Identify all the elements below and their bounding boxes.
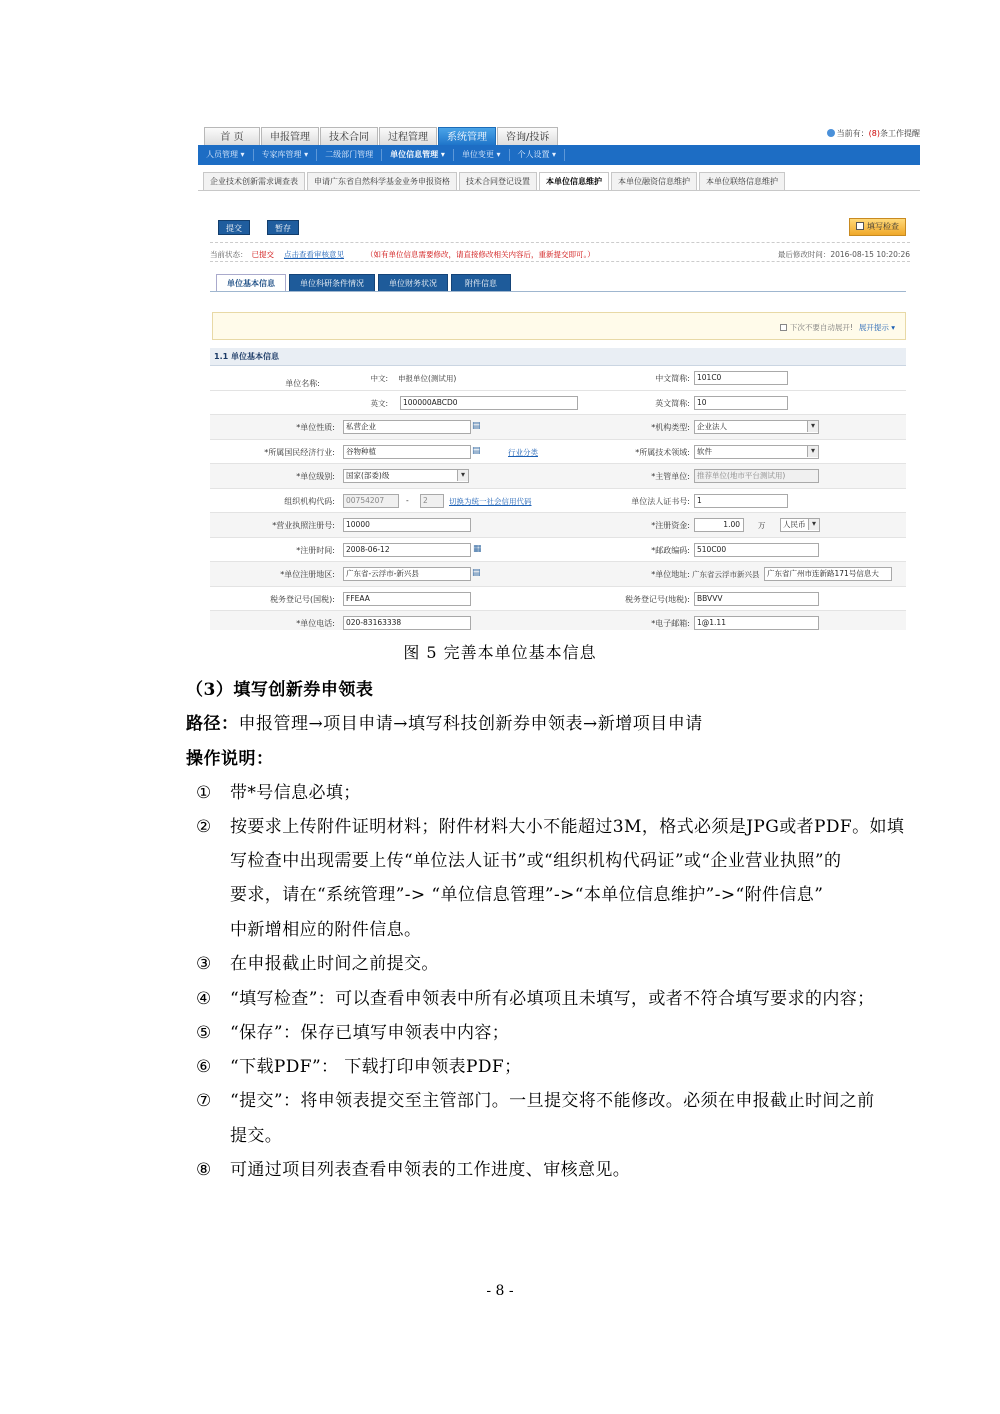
org-code-input[interactable]: 00754207 — [343, 494, 399, 508]
legal-cert-input[interactable]: 1 — [694, 494, 788, 508]
path-line: 路径：申报管理→项目申请→填写科技创新券申领表→新增项目申请 — [186, 714, 703, 734]
picker-icon[interactable]: ▤ — [472, 421, 481, 431]
last-modified: 最后修改时间：2016-08-15 10:20:26 — [777, 250, 910, 259]
address-prefix: 广东省云浮市新兴县 — [692, 570, 760, 579]
en-short-name-input[interactable]: 10 — [694, 396, 788, 410]
unit-nature-input[interactable]: 私营企业 — [343, 420, 471, 434]
list-item: ⑦ “提交”：将申领表提交至主管部门。一旦提交将不能修改。必须在申报截止时间之前 — [196, 1091, 875, 1111]
info-icon — [827, 129, 835, 137]
tech-field-select[interactable]: 软件 ▾ — [694, 445, 819, 459]
expand-hint-link[interactable]: 展开提示 ▾ — [858, 323, 895, 332]
page-number: - 8 - — [486, 1283, 514, 1299]
section-heading: （3）填写创新券申领表 — [186, 680, 374, 700]
form-row: 单位名称: 中文: 申报单位(测试用) 中文简称: 101C0 — [210, 366, 906, 391]
status-note: （如有单位信息需要修改，请直接修改相关内容后，重新提交即可。） — [366, 250, 595, 259]
unit-level-select[interactable]: 国家(部委)级 ▾ — [343, 469, 469, 483]
list-item: ② 按要求上传附件证明材料；附件材料大小不能超过3M，格式必须是JPG或者PDF。如填 — [196, 817, 905, 837]
list-item-continuation: 写检查中出现需要上传“单位法人证书”或“组织机构代码证”或“企业营业执照”的 — [230, 851, 842, 871]
list-item: ⑥ “下载PDF”： 下载打印申领表PDF； — [196, 1057, 522, 1077]
menu-unit-info[interactable]: 单位信息管理 ▾ — [382, 149, 454, 161]
picker-icon[interactable]: ▤ — [472, 568, 481, 578]
no-auto-expand-checkbox[interactable] — [780, 324, 787, 331]
tab-system[interactable]: 系统管理 — [438, 127, 496, 146]
tab-research-conditions[interactable]: 单位科研条件情况 — [289, 274, 375, 292]
notification[interactable]: 当前有：(8)条工作提醒 — [827, 128, 920, 139]
operations-label: 操作说明： — [186, 749, 274, 769]
address-input[interactable]: 广东省广州市连新路171号信息大 — [764, 567, 892, 581]
tab-financial-status[interactable]: 单位财务状况 — [378, 274, 448, 292]
org-type-select[interactable]: 企业法人 ▾ — [694, 420, 819, 434]
list-item: ⑤ “保存”：保存已填写申领表中内容； — [196, 1023, 510, 1043]
list-item: ④ “填写检查”：可以查看申领表中所有必填项且未填写，或者不符合填写要求的内容； — [196, 989, 875, 1009]
picker-icon[interactable]: ▤ — [472, 445, 481, 456]
divider — [210, 242, 910, 243]
tab-consult[interactable]: 咨询/投诉 — [497, 127, 558, 146]
list-item: ⑧ 可通过项目列表查看申领表的工作进度、审核意见。 — [196, 1160, 631, 1180]
section-title: 1.1 单位基本信息 — [210, 348, 906, 366]
form-row: 组织机构代码: 00754207 - 2 切换为统一社会信用代码 单位法人证书号: 1 — [210, 489, 906, 514]
form-row: *单位性质: 私营企业 ▤ *机构类型: 企业法人 ▾ — [210, 415, 906, 440]
tab-declare[interactable]: 申报管理 — [261, 127, 319, 146]
sub-tabs — [203, 172, 787, 190]
menu-unit-change[interactable]: 单位变更 ▾ — [454, 149, 510, 161]
industry-classification-link[interactable]: 行业分类 — [508, 447, 538, 457]
submit-button[interactable]: 提交 — [218, 220, 250, 235]
reg-date-input[interactable]: 2008-06-12 — [343, 543, 471, 557]
divider — [198, 190, 920, 191]
currency-select[interactable]: 人民币 ▾ — [780, 518, 820, 532]
license-input[interactable]: 10000 — [343, 518, 471, 532]
list-item-continuation: 提交。 — [230, 1126, 283, 1146]
supervisor-input[interactable]: 推荐单位(地市平台测试用) — [694, 469, 819, 483]
status-line: 当前状态： 已提交 点击查看审核意见 （如有单位信息需要修改，请直接修改相关内容后，重新提交即可。） 最后修改时间：2016-08-15 10:20:26 — [210, 250, 910, 259]
basic-info-form — [210, 366, 906, 630]
save-draft-button[interactable]: 暂存 — [267, 220, 299, 235]
subtab-unit-info[interactable]: 本单位信息维护 — [539, 172, 609, 190]
top-nav-tabs — [204, 127, 559, 146]
status-value: 已提交 — [251, 250, 274, 259]
tab-process[interactable]: 过程管理 — [379, 127, 437, 146]
subtab-finance[interactable]: 本单位融资信息维护 — [611, 172, 697, 190]
review-opinion-link[interactable]: 点击查看审核意见 — [284, 250, 344, 259]
tab-contract[interactable]: 技术合同 — [320, 127, 378, 146]
industry-input[interactable]: 谷物种植 — [343, 445, 471, 459]
tab-attachments[interactable]: 附件信息 — [451, 274, 511, 292]
region-input[interactable]: 广东省-云浮市-新兴县 — [343, 567, 471, 581]
subtab-contract[interactable]: 技术合同登记设置 — [459, 172, 537, 190]
unit-name-label: 单位名称: — [285, 379, 320, 388]
menu-bar — [198, 145, 920, 165]
form-row: *单位电话: 020-83163338 *电子邮箱: 1@1.11 — [210, 611, 906, 630]
unit-name-en-input[interactable]: 100000ABCD0 — [400, 396, 578, 410]
email-input[interactable]: 1@1.11 — [694, 616, 819, 630]
figure-caption: 图 5 完善本单位基本信息 — [403, 643, 597, 662]
list-item: ③ 在申报截止时间之前提交。 — [196, 954, 439, 974]
divider — [210, 261, 910, 262]
subtab-fund[interactable]: 申请广东省自然科学基金业务申报资格 — [307, 172, 457, 190]
divider — [210, 291, 906, 292]
list-item-continuation: 要求，请在“系统管理”-> “单位信息管理”->“本单位信息维护”->“附件信息” — [230, 885, 824, 905]
switch-credit-code-link[interactable]: 切换为统一社会信用代码 — [449, 496, 532, 506]
form-row: *营业执照注册号: 10000 *注册资金: 1.00 万 人民币 ▾ — [210, 513, 906, 538]
form-row: *单位级别: 国家(部委)级 ▾ *主管单位: 推荐单位(地市平台测试用) — [210, 464, 906, 489]
form-tabs — [216, 274, 514, 292]
list-item-continuation: 中新增相应的附件信息。 — [230, 920, 422, 940]
calendar-icon[interactable]: ▦ — [473, 543, 482, 554]
menu-personnel[interactable]: 人员管理 ▾ — [198, 149, 254, 161]
menu-experts[interactable]: 专家库管理 ▾ — [254, 149, 318, 161]
screenshot-figure — [198, 124, 920, 630]
subtab-survey[interactable]: 企业技术创新需求调查表 — [203, 172, 305, 190]
form-row: *单位注册地区: 广东省-云浮市-新兴县 ▤ *单位地址: 广东省云浮市新兴县 广东省广州市连新路171号信息大 — [210, 562, 906, 587]
menu-departments[interactable]: 二级部门管理 — [317, 149, 382, 161]
local-tax-input[interactable]: BBVVV — [694, 592, 819, 606]
national-tax-input[interactable]: FFEAA — [343, 592, 471, 606]
tab-basic-info[interactable]: 单位基本信息 — [216, 274, 286, 292]
tab-home[interactable]: 首 页 — [204, 127, 260, 146]
cn-short-name-input[interactable]: 101C0 — [694, 371, 788, 385]
capital-input[interactable]: 1.00 — [694, 518, 744, 532]
unit-name-cn: 申报单位(测试用) — [398, 374, 457, 383]
hint-panel: 下次不要自动展开! 展开提示 ▾ — [212, 312, 906, 340]
form-row: *注册时间: 2008-06-12 ▦ *邮政编码: 510C00 — [210, 538, 906, 563]
check-icon — [856, 222, 864, 230]
fill-check-button[interactable]: 填写检查 — [849, 218, 906, 236]
list-item: ① 带*号信息必填； — [196, 783, 361, 803]
org-code-check-input[interactable]: 2 — [420, 494, 444, 508]
form-row: 英文: 100000ABCD0 英文简称: 10 — [210, 391, 906, 416]
form-row: *所属国民经济行业: 谷物种植 ▤ 行业分类 *所属技术领域: 软件 ▾ — [210, 440, 906, 465]
postcode-input[interactable]: 510C00 — [694, 543, 819, 557]
subtab-contact[interactable]: 本单位联络信息维护 — [699, 172, 785, 190]
form-row: 税务登记号(国税): FFEAA 税务登记号(地税): BBVVV — [210, 587, 906, 612]
phone-input[interactable]: 020-83163338 — [343, 616, 471, 630]
menu-personal[interactable]: 个人设置 ▾ — [510, 149, 566, 161]
